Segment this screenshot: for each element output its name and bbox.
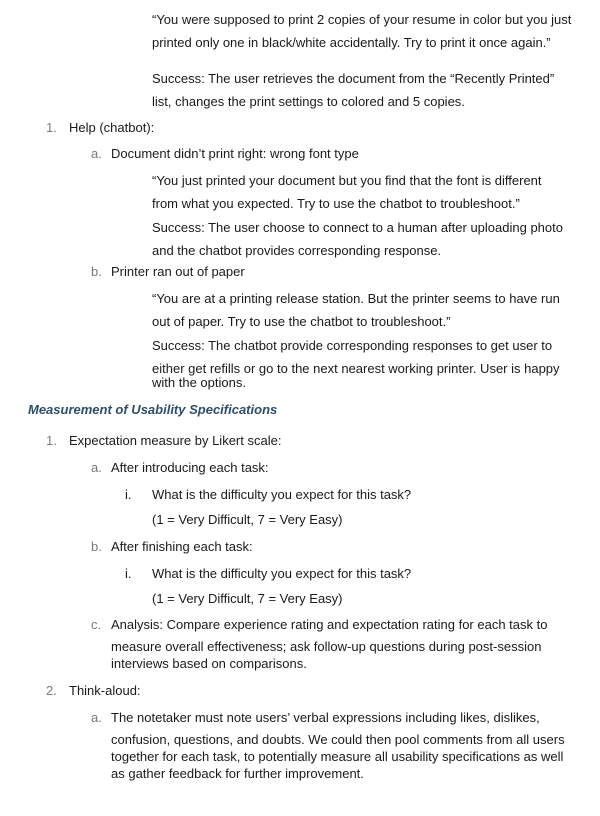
task-success-line: Success: The user choose to connect to a human after uploading photo <box>152 220 563 235</box>
question-line: What is the difficulty you expect for this task? <box>152 566 412 581</box>
task-quote-line: printed only one in black/white accidentally. Try to print it once again.” <box>152 35 551 50</box>
task-quote-line: out of paper. Try to use the chatbot to troubleshoot.” <box>152 314 451 329</box>
section-title: Help (chatbot): <box>69 120 155 135</box>
list-letter: a. <box>91 146 102 161</box>
think-aloud-line: confusion, questions, and doubts. We could then pool comments from all users <box>111 732 565 747</box>
scale-line: (1 = Very Difficult, 7 = Very Easy) <box>152 591 343 606</box>
task-success-line: Success: The user retrieves the document from the “Recently Printed” <box>152 71 555 86</box>
scale-line: (1 = Very Difficult, 7 = Very Easy) <box>152 512 343 527</box>
task-success-line: Success: The chatbot provide corresponding responses to get user to <box>152 338 553 353</box>
section-title: Think-aloud: <box>69 683 141 698</box>
task-success-line: and the chatbot provides corresponding response. <box>152 243 442 258</box>
subsection-title: After finishing each task: <box>111 539 253 554</box>
task-success-line: with the options. <box>152 375 246 390</box>
list-letter: b. <box>91 264 102 279</box>
question-line: What is the difficulty you expect for this task? <box>152 487 412 502</box>
list-number: 1. <box>46 120 57 135</box>
task-success-line: either get refills or go to the next nearest working printer. User is happy <box>152 361 560 376</box>
subsection-title: Document didn’t print right: wrong font type <box>111 146 359 161</box>
list-number: 1. <box>46 433 57 448</box>
list-roman: i. <box>125 487 132 502</box>
list-number: 2. <box>46 683 57 698</box>
subsection-title: After introducing each task: <box>111 460 269 475</box>
analysis-line: measure overall effectiveness; ask follow-up questions during post-session <box>111 639 542 654</box>
analysis-line: interviews based on comparisons. <box>111 656 307 671</box>
list-letter: a. <box>91 710 102 725</box>
task-success-line: list, changes the print settings to colored and 5 copies. <box>152 94 465 109</box>
list-letter: c. <box>91 617 102 632</box>
task-quote-line: “You just printed your document but you find that the font is different <box>152 173 542 188</box>
analysis-line: Analysis: Compare experience rating and expectation rating for each task to <box>111 617 548 632</box>
think-aloud-line: The notetaker must note users’ verbal expressions including likes, dislikes, <box>111 710 540 725</box>
subsection-title: Printer ran out of paper <box>111 264 245 279</box>
section-title: Expectation measure by Likert scale: <box>69 433 282 448</box>
task-quote-line: from what you expected. Try to use the chatbot to troubleshoot.” <box>152 196 520 211</box>
list-roman: i. <box>125 566 132 581</box>
think-aloud-line: together for each task, to potentially measure all usability specifications as well <box>111 749 564 764</box>
list-letter: b. <box>91 539 102 554</box>
think-aloud-line: as gather feedback for further improvement. <box>111 766 364 781</box>
task-quote-line: “You were supposed to print 2 copies of your resume in color but you just <box>152 12 572 27</box>
list-letter: a. <box>91 460 102 475</box>
task-quote-line: “You are at a printing release station. But the printer seems to have run <box>152 291 560 306</box>
section-heading: Measurement of Usability Specifications <box>28 402 278 417</box>
